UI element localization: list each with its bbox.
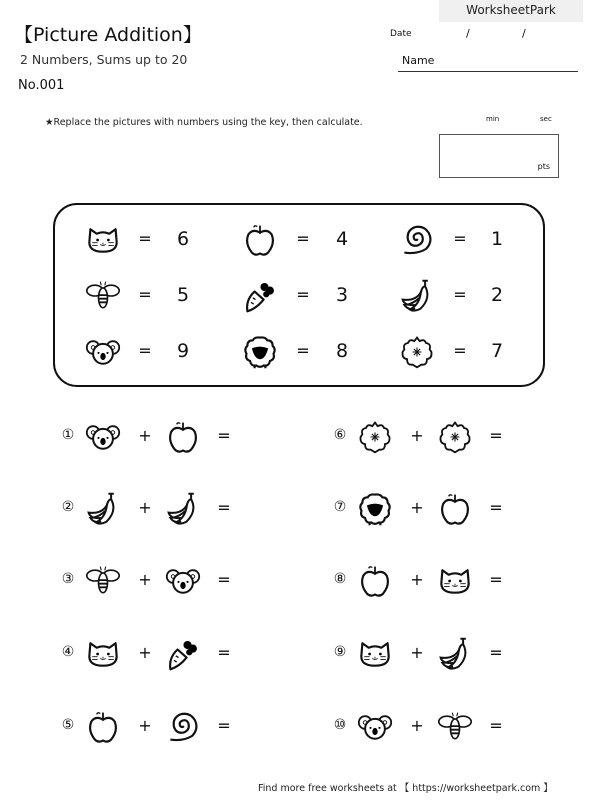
banana-icon	[399, 278, 435, 314]
equals-sign: =	[296, 229, 310, 248]
problem-number: ⑩	[333, 717, 347, 733]
equals-sign: =	[489, 570, 503, 589]
plus-sign: +	[138, 426, 152, 445]
problem-number: ⑥	[333, 427, 347, 443]
page-title: 【Picture Addition】	[14, 24, 202, 46]
score-box	[439, 134, 559, 178]
koala-icon	[85, 419, 121, 455]
plus-sign: +	[410, 498, 424, 517]
answer-area[interactable]	[512, 567, 572, 595]
sec-label: sec	[540, 115, 552, 123]
plus-sign: +	[410, 570, 424, 589]
problem-number: ⑤	[61, 717, 75, 733]
equals-sign: =	[217, 643, 231, 662]
cat-icon	[357, 636, 393, 672]
equals-sign: =	[296, 341, 310, 360]
equals-sign: =	[138, 229, 152, 248]
answer-area[interactable]	[240, 640, 300, 668]
equals-sign: =	[217, 426, 231, 445]
answer-area[interactable]	[240, 567, 300, 595]
answer-area[interactable]	[240, 713, 300, 741]
instruction: ★Replace the pictures with numbers using the key, then calculate.	[45, 117, 363, 128]
bee-icon	[85, 278, 121, 314]
apple-icon	[165, 419, 201, 455]
cat-icon	[437, 563, 473, 599]
flower-icon	[437, 419, 473, 455]
min-label: min	[486, 115, 500, 123]
key-value: 4	[335, 228, 349, 250]
answer-area[interactable]	[512, 713, 572, 741]
equals-sign: =	[138, 341, 152, 360]
koala-icon	[85, 334, 121, 370]
answer-area[interactable]	[240, 495, 300, 523]
spiral-shell-icon	[399, 222, 435, 258]
key-value: 7	[490, 340, 504, 362]
brand-badge: WorksheetPark	[439, 0, 583, 22]
bee-icon	[437, 709, 473, 745]
plus-sign: +	[138, 716, 152, 735]
equals-sign: =	[217, 498, 231, 517]
equals-sign: =	[138, 285, 152, 304]
equals-sign: =	[489, 498, 503, 517]
problem-number: ⑦	[333, 499, 347, 515]
problem-number: ⑨	[333, 644, 347, 660]
sheep-icon	[357, 491, 393, 527]
koala-icon	[357, 709, 393, 745]
worksheet-number: No.001	[18, 78, 65, 93]
carrot-icon	[165, 636, 201, 672]
equals-sign: =	[217, 570, 231, 589]
plus-sign: +	[138, 643, 152, 662]
answer-area[interactable]	[512, 423, 572, 451]
banana-icon	[165, 491, 201, 527]
equals-sign: =	[296, 285, 310, 304]
plus-sign: +	[410, 716, 424, 735]
equals-sign: =	[453, 341, 467, 360]
key-value: 8	[335, 340, 349, 362]
equals-sign: =	[453, 285, 467, 304]
key-value: 2	[490, 284, 504, 306]
problem-number: ①	[61, 427, 75, 443]
plus-sign: +	[410, 426, 424, 445]
banana-icon	[437, 636, 473, 672]
equals-sign: =	[217, 716, 231, 735]
apple-icon	[85, 709, 121, 745]
banana-icon	[85, 491, 121, 527]
footer-link[interactable]: Find more free worksheets at 【 https://worksheetpark.com 】	[258, 783, 553, 794]
key-value: 9	[176, 340, 190, 362]
problem-number: ②	[61, 499, 75, 515]
flower-icon	[357, 419, 393, 455]
key-value: 1	[490, 228, 504, 250]
cat-icon	[85, 636, 121, 672]
equals-sign: =	[453, 229, 467, 248]
problem-number: ⑧	[333, 571, 347, 587]
date-separator: /	[466, 27, 470, 40]
spiral-shell-icon	[165, 709, 201, 745]
key-value: 5	[176, 284, 190, 306]
bee-icon	[85, 563, 121, 599]
apple-icon	[357, 563, 393, 599]
date-separator: /	[522, 27, 526, 40]
date-label: Date	[390, 29, 412, 39]
answer-area[interactable]	[512, 495, 572, 523]
plus-sign: +	[138, 498, 152, 517]
key-value: 6	[176, 228, 190, 250]
name-field-line[interactable]	[398, 71, 578, 72]
equals-sign: =	[489, 716, 503, 735]
plus-sign: +	[410, 643, 424, 662]
koala-icon	[165, 563, 201, 599]
key-value: 3	[335, 284, 349, 306]
apple-icon	[242, 222, 278, 258]
plus-sign: +	[138, 570, 152, 589]
flower-icon	[399, 334, 435, 370]
carrot-icon	[242, 278, 278, 314]
cat-icon	[85, 222, 121, 258]
name-label: Name	[402, 54, 435, 67]
answer-area[interactable]	[240, 423, 300, 451]
equals-sign: =	[489, 643, 503, 662]
answer-area[interactable]	[512, 640, 572, 668]
pts-label: pts	[537, 162, 550, 171]
problem-number: ③	[61, 571, 75, 587]
equals-sign: =	[489, 426, 503, 445]
apple-icon	[437, 491, 473, 527]
problem-number: ④	[61, 644, 75, 660]
subtitle: 2 Numbers, Sums up to 20	[20, 52, 188, 67]
sheep-icon	[242, 334, 278, 370]
